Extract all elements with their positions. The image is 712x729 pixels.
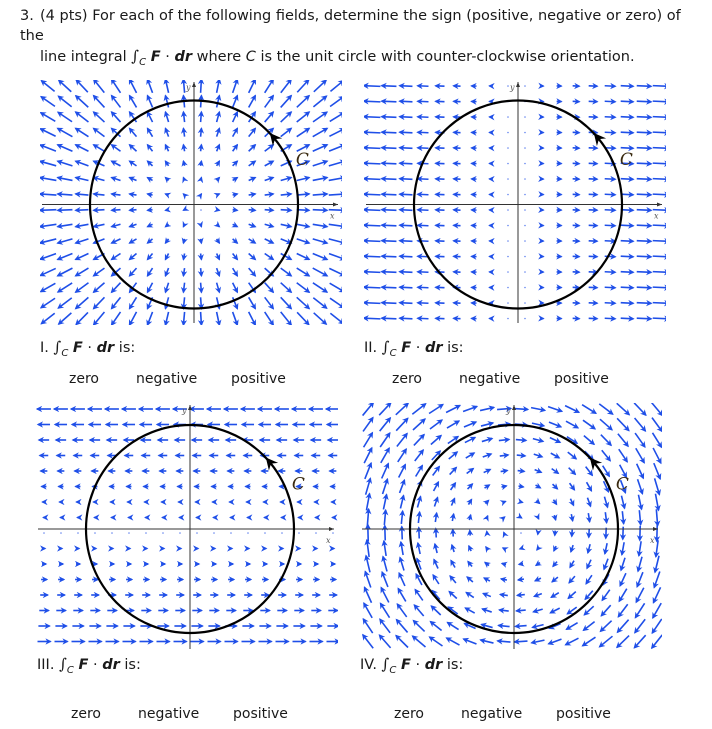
plot-4-option-negative[interactable]: negative: [461, 706, 523, 722]
plot-4-option-zero[interactable]: zero: [394, 706, 424, 722]
question-text: [20, 6, 700, 73]
vector-field-1-svg: [40, 80, 342, 325]
question-line-2: line integral $\int_C$ F · dr where C is the unit circle with counter-clockwise orientation.: [40, 47, 635, 68]
integral-symbol: ∫: [131, 47, 140, 65]
field-arrows: [40, 80, 342, 325]
curve-label: C: [291, 474, 305, 495]
plot-4-label: IV. $\int_C$ F · dr is:: [360, 655, 464, 676]
plot-2-option-zero[interactable]: zero: [392, 371, 422, 387]
y-axis-label: y: [510, 83, 515, 92]
vector-field-plot-2: [364, 80, 666, 325]
y-axis-label: y: [506, 406, 511, 415]
plot-1-label: I. $\int_C$ F · dr is:: [40, 338, 136, 359]
plot-3-option-zero[interactable]: zero: [71, 706, 101, 722]
question-number: 3.: [20, 8, 34, 24]
plot-3-option-positive[interactable]: positive: [233, 706, 288, 722]
plot-2-label: II. $\int_C$ F · dr is:: [364, 338, 464, 359]
vector-field-2-svg: [364, 80, 666, 325]
y-axis-label: y: [182, 406, 187, 415]
plot-1-option-positive[interactable]: positive: [231, 371, 286, 387]
vector-field-4-svg: [360, 403, 662, 651]
x-axis-label: x: [330, 211, 335, 221]
curve-label: C: [619, 149, 633, 170]
curve-label: C: [295, 149, 309, 170]
curve-label: C: [615, 474, 629, 495]
x-axis-label: x: [650, 536, 655, 545]
plot-3-option-negative[interactable]: negative: [138, 706, 200, 722]
question-line-1: 3. (4 pts) For each of the following fields, determine the sign (positive, negative or zero) of the: [20, 8, 681, 44]
vector-field-plot-1: [40, 80, 342, 325]
plot-1-option-negative[interactable]: negative: [136, 371, 198, 387]
field-arrows: [364, 85, 666, 319]
plot-4-option-positive[interactable]: positive: [556, 706, 611, 722]
plot-2-option-positive[interactable]: positive: [554, 371, 609, 387]
y-axis-label: y: [186, 83, 191, 92]
vector-field-plot-3: [36, 403, 338, 651]
vector-field-plot-4: [360, 403, 662, 651]
x-axis-label: x: [326, 536, 331, 545]
vector-field-3-svg: [36, 403, 338, 651]
plot-1-option-zero[interactable]: zero: [69, 371, 99, 387]
plot-2-option-negative[interactable]: negative: [459, 371, 521, 387]
plot-3-label: III. $\int_C$ F · dr is:: [37, 655, 141, 676]
x-axis-label: x: [654, 211, 659, 221]
